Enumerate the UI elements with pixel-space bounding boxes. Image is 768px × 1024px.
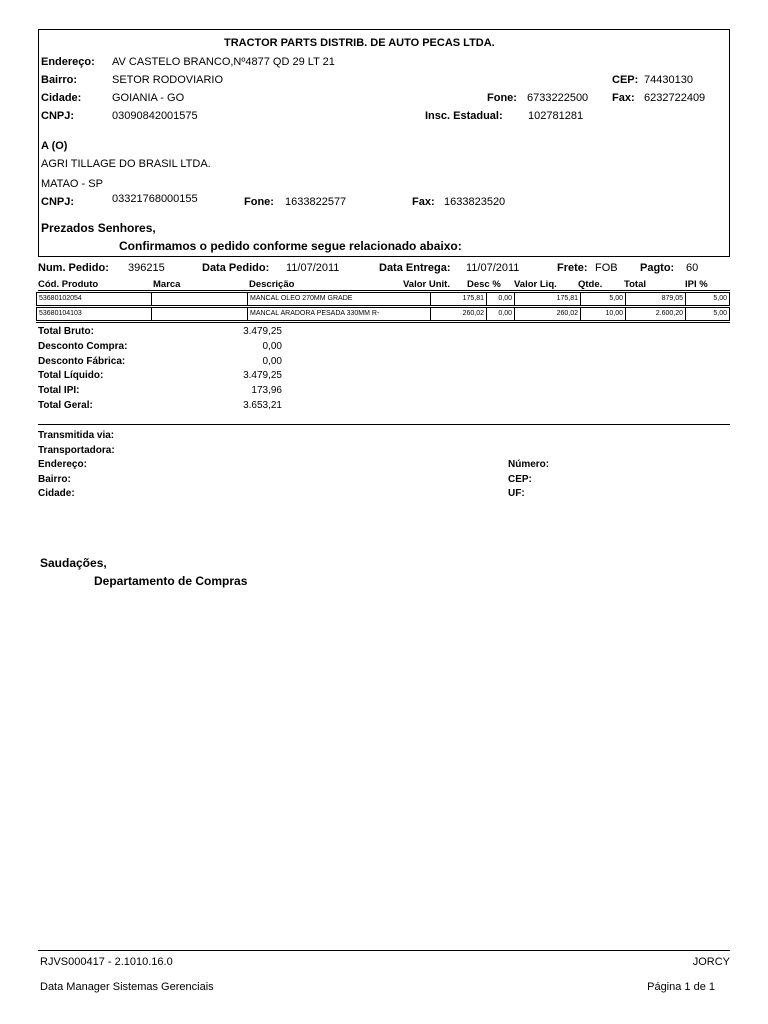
cell-description: MANCAL OLEO 270MM GRADE xyxy=(248,293,431,305)
order-date-value: 11/07/2011 xyxy=(286,262,340,274)
regards: Saudações, xyxy=(40,556,107,570)
cell-quantity: 5,00 xyxy=(581,293,626,305)
delivery-date-label: Data Entrega: xyxy=(379,262,451,274)
total-liquido-label: Total Líquido: xyxy=(38,370,104,381)
cell-total: 879,05 xyxy=(626,293,686,305)
freight-value: FOB xyxy=(595,262,618,274)
freight-label: Frete: xyxy=(557,262,588,274)
cidade-value: GOIANIA - GO xyxy=(112,92,185,104)
bairro-label: Bairro: xyxy=(41,74,78,86)
total-geral-label: Total Geral: xyxy=(38,400,93,411)
desconto-compra-label: Desconto Compra: xyxy=(38,341,128,352)
total-ipi-value: 173,96 xyxy=(251,385,282,396)
insc-label: Insc. Estadual: xyxy=(425,110,503,122)
recipient-fax-value: 1633823520 xyxy=(444,196,506,208)
department: Departamento de Compras xyxy=(94,574,248,588)
bairro-value: SETOR RODOVIARIO xyxy=(112,74,224,86)
cell-discount: 0,00 xyxy=(487,293,515,305)
fax-value: 6232722409 xyxy=(644,92,706,104)
fone-label: Fone: xyxy=(487,92,517,104)
col-header-net-value: Valor Liq. xyxy=(514,279,557,290)
payment-label: Pagto: xyxy=(640,262,675,274)
table-row xyxy=(36,307,730,321)
cell-brand xyxy=(152,293,248,305)
col-header-code: Cód. Produto xyxy=(38,279,99,290)
cell-discount: 0,00 xyxy=(487,308,515,320)
table-bottom-rule xyxy=(36,322,730,323)
col-header-brand: Marca xyxy=(153,279,181,290)
company-name: TRACTOR PARTS DISTRIB. DE AUTO PECAS LTDA. xyxy=(224,37,495,49)
recipient-fone-value: 1633822577 xyxy=(285,196,347,208)
recipient-cnpj-label: CNPJ: xyxy=(41,196,75,208)
desconto-compra-value: 0,00 xyxy=(262,341,282,352)
shipping-numero-label: Número: xyxy=(508,459,550,470)
shipping-uf-label: UF: xyxy=(508,488,525,499)
table-row xyxy=(36,292,730,306)
cell-code: 53680104103 xyxy=(37,308,152,320)
order-num-label: Num. Pedido: xyxy=(38,262,109,274)
cnpj-label: CNPJ: xyxy=(41,110,75,122)
recipient-name: AGRI TILLAGE DO BRASIL LTDA. xyxy=(41,158,211,170)
cell-quantity: 10,00 xyxy=(581,308,626,320)
cell-brand xyxy=(152,308,248,320)
cell-code: 53680102054 xyxy=(37,293,152,305)
cep-value: 74430130 xyxy=(644,74,693,86)
recipient-city: MATAO - SP xyxy=(41,178,103,190)
col-header-unit-value: Valor Unit. xyxy=(403,279,450,290)
cidade-label: Cidade: xyxy=(41,92,82,104)
delivery-date-value: 11/07/2011 xyxy=(466,262,520,274)
table-header-rule xyxy=(38,290,730,291)
fax-label: Fax: xyxy=(612,92,635,104)
total-bruto-value: 3.479,25 xyxy=(243,326,282,337)
payment-value: 60 xyxy=(686,262,699,274)
cell-unit-value: 260,02 xyxy=(431,308,487,320)
salutation: Prezados Senhores, xyxy=(41,221,156,235)
recipient-fax-label: Fax: xyxy=(412,196,435,208)
shipping-address-label: Endereço: xyxy=(38,459,87,470)
total-bruto-label: Total Bruto: xyxy=(38,326,94,337)
address-value: AV CASTELO BRANCO,Nº4877 QD 29 LT 21 xyxy=(112,56,335,68)
footer-system: Data Manager Sistemas Gerenciais xyxy=(40,981,214,993)
total-liquido-value: 3.479,25 xyxy=(243,370,282,381)
shipping-cidade-label: Cidade: xyxy=(38,488,75,499)
cell-net-value: 175,81 xyxy=(515,293,581,305)
col-header-description: Descrição xyxy=(249,279,295,290)
shipping-cep-label: CEP: xyxy=(508,474,532,485)
insc-value: 102781281 xyxy=(528,110,584,122)
col-header-total: Total xyxy=(624,279,646,290)
cell-ipi: 5,00 xyxy=(713,310,727,317)
order-date-label: Data Pedido: xyxy=(202,262,270,274)
carrier-label: Transportadora: xyxy=(38,445,115,456)
footer-user: JORCY xyxy=(692,956,730,968)
cell-unit-value: 175,81 xyxy=(431,293,487,305)
transmitted-via-label: Transmitida via: xyxy=(38,430,115,441)
footer-code: RJVS000417 - 2.1010.16.0 xyxy=(40,956,173,968)
confirmation-message: Confirmamos o pedido conforme segue relacionado abaixo: xyxy=(119,239,462,253)
desconto-fabrica-label: Desconto Fábrica: xyxy=(38,356,126,367)
col-header-quantity: Qtde. xyxy=(578,279,603,290)
cell-ipi: 5,00 xyxy=(713,295,727,302)
col-header-ipi: IPI % xyxy=(685,279,708,290)
desconto-fabrica-value: 0,00 xyxy=(262,356,282,367)
cell-description: MANCAL ARADORA PESADA 330MM R- xyxy=(248,308,431,320)
footer-rule xyxy=(38,950,730,951)
cnpj-value: 03090842001575 xyxy=(112,110,198,122)
totals-divider xyxy=(38,424,730,425)
cell-total: 2.600,20 xyxy=(626,308,686,320)
recipient-to-label: A (O) xyxy=(41,140,68,152)
cep-label: CEP: xyxy=(612,74,639,86)
recipient-fone-label: Fone: xyxy=(244,196,274,208)
recipient-cnpj-value: 03321768000155 xyxy=(112,193,198,205)
cell-net-value: 260,02 xyxy=(515,308,581,320)
col-header-discount: Desc % xyxy=(467,279,501,290)
order-num-value: 396215 xyxy=(128,262,165,274)
shipping-bairro-label: Bairro: xyxy=(38,474,71,485)
footer-page: Página 1 de 1 xyxy=(647,981,715,993)
total-geral-value: 3.653,21 xyxy=(243,400,282,411)
total-ipi-label: Total IPI: xyxy=(38,385,80,396)
fone-value: 6733222500 xyxy=(527,92,589,104)
address-label: Endereço: xyxy=(41,56,95,68)
